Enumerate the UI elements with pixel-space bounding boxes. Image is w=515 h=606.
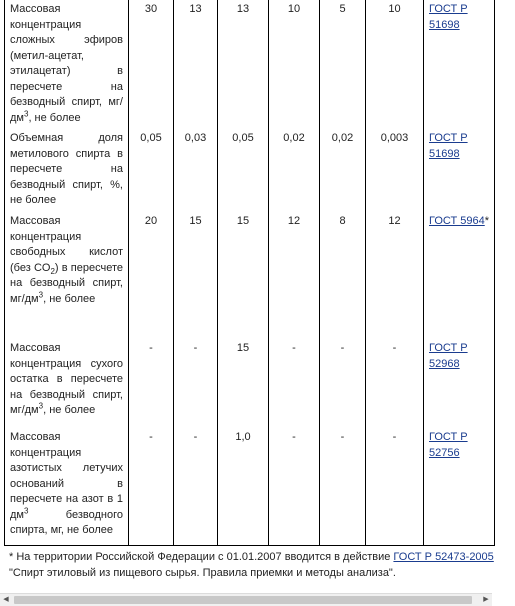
value-cell: 15 <box>174 212 218 339</box>
spec-table <box>4 0 495 546</box>
left-arrow-icon[interactable]: ◀ <box>3 596 9 603</box>
horizontal-scrollbar[interactable] <box>0 593 492 606</box>
footnote: * На территории Российской Федерации с 01.01.2007 вводится в действие ГОСТ Р 52473-2005 "Спирт этиловый из пищевого сырья. Правила приемки и методы анализа". <box>9 551 494 579</box>
value-cell: - <box>174 428 218 545</box>
value-cell: - <box>366 428 424 545</box>
value-cell: 12 <box>269 212 320 339</box>
table-row <box>5 0 495 129</box>
indicator-name: Массовая концентрация сложных эфиров (метил-ацетат, этилацетат) в пересчете на безводный спирт, $мг/дм^3$, не более <box>5 0 129 129</box>
value-cell: 0,02 <box>269 129 320 212</box>
value-cell: 13 <box>174 0 218 129</box>
gost-link[interactable]: ГОСТ Р 52756 <box>429 431 468 459</box>
table-row <box>5 212 495 339</box>
value-cell: 15 <box>218 339 269 428</box>
scrollbar-thumb[interactable] <box>14 596 472 604</box>
indicator-name: Массовая концентрация азотистых летучих оснований в пересчете на азот в 1 $дм^3$ безводного спирта, мг, не более <box>5 428 129 545</box>
value-cell: 20 <box>129 212 174 339</box>
gost-cell <box>424 339 495 428</box>
footnote-marker: * <box>484 215 490 227</box>
value-cell: 0,03 <box>174 129 218 212</box>
indicator-name: Массовая концентрация сухого остатка в пересчете на безводный спирт, $мг/дм^3$, не более <box>5 339 129 428</box>
value-cell: 30 <box>129 0 174 129</box>
value-cell: - <box>366 339 424 428</box>
value-cell: - <box>129 339 174 428</box>
value-cell: 10 <box>269 0 320 129</box>
gost-cell <box>424 428 495 545</box>
indicator-name: Объемная доля метилового спирта в пересчете на безводный спирт, %, не более <box>5 129 129 212</box>
gost-cell <box>424 212 495 339</box>
value-cell: 10 <box>366 0 424 129</box>
gost-cell <box>424 0 495 129</box>
right-arrow-icon[interactable]: ▶ <box>483 596 489 603</box>
value-cell: 1,0 <box>218 428 269 545</box>
value-cell: - <box>129 428 174 545</box>
value-cell: 0,05 <box>129 129 174 212</box>
value-cell: - <box>320 428 366 545</box>
gost-link[interactable]: ГОСТ 5964 <box>429 215 485 227</box>
value-cell: 8 <box>320 212 366 339</box>
value-cell: 0,02 <box>320 129 366 212</box>
value-cell: 0,003 <box>366 129 424 212</box>
table-row <box>5 428 495 545</box>
value-cell: 15 <box>218 212 269 339</box>
gost-link[interactable]: ГОСТ Р 52968 <box>429 342 468 370</box>
value-cell: - <box>174 339 218 428</box>
indicator-name: Массовая концентрация свободных кислот (без $CO_2$) в пересчете на безводный спирт, $мг/дм^3$, не более <box>5 212 129 339</box>
table-row <box>5 129 495 212</box>
gost-link[interactable]: ГОСТ Р 51698 <box>429 132 468 160</box>
value-cell: 13 <box>218 0 269 129</box>
value-cell: 0,05 <box>218 129 269 212</box>
value-cell: 12 <box>366 212 424 339</box>
value-cell: 5 <box>320 0 366 129</box>
value-cell: - <box>269 428 320 545</box>
gost-cell <box>424 129 495 212</box>
value-cell: - <box>269 339 320 428</box>
gost-link[interactable]: ГОСТ Р 51698 <box>429 3 468 31</box>
value-cell: - <box>320 339 366 428</box>
table-row <box>5 339 495 428</box>
footnote-gost-link[interactable]: ГОСТ Р 52473-2005 <box>393 551 494 563</box>
